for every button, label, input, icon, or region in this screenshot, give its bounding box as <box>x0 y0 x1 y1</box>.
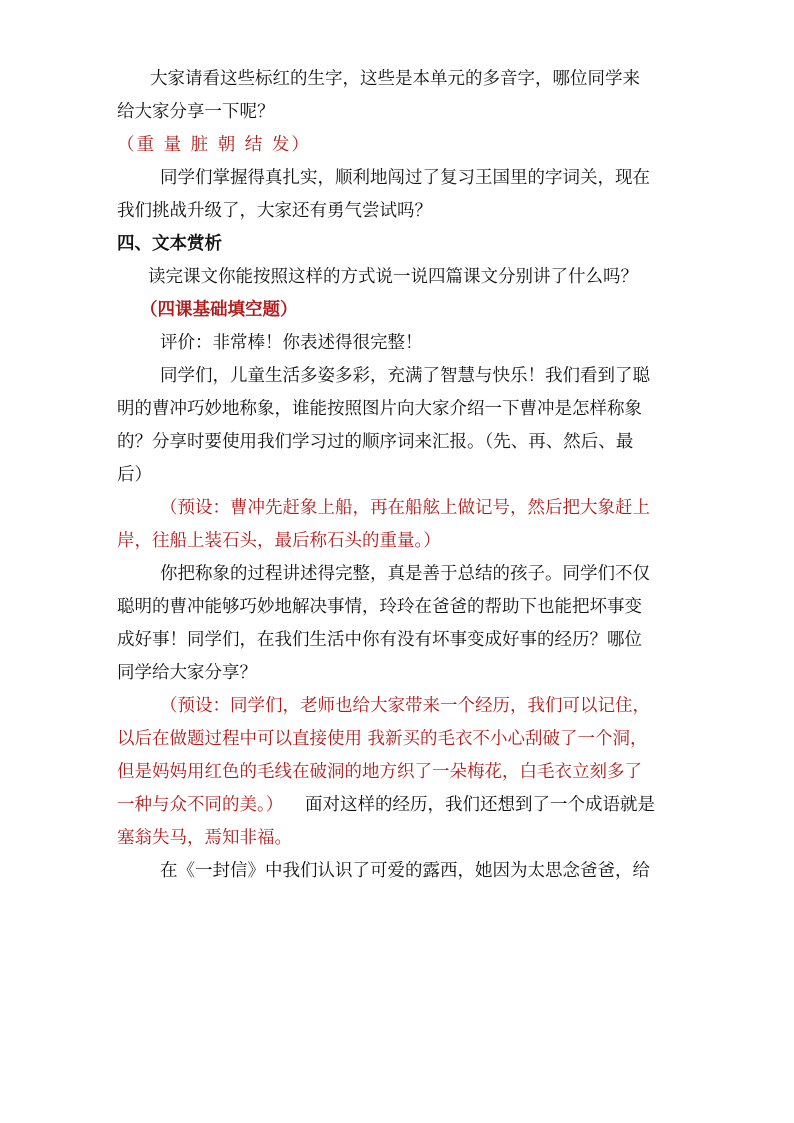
preset-answer-line: （预设：同学们，老师也给大家带来一个经历，我们可以记住， <box>160 696 650 716</box>
preset-answer-line: （预设：曹冲先赶象上船，再在船舷上做记号，然后把大象赶上 <box>160 498 650 518</box>
preset-answer-line: 以后在做题过程中可以直接使用 我新买的毛衣不小心刮破了一个洞， <box>117 729 648 749</box>
paragraph-line: 面对这样的经历，我们还想到了一个成语就是 <box>305 795 655 815</box>
paragraph-line: 大家请看这些标红的生字，这些是本单元的多音字，哪位同学来 <box>150 69 640 89</box>
paragraph-line: 的？分享时要使用我们学习过的顺序词来汇报。（先、再、然后、最 <box>117 432 634 452</box>
paragraph-line: 聪明的曹冲能够巧妙地解决事情，玲玲在爸爸的帮助下也能把坏事变 <box>117 597 642 617</box>
paragraph-line: 同学们掌握得真扎实，顺利地闯过了复习王国里的字词关，现在 <box>160 168 650 188</box>
preset-answer-line: 但是妈妈用红色的毛线在破洞的地方织了一朵梅花，白毛衣立刻多了 <box>117 762 642 782</box>
paragraph-line: 同学们，儿童生活多姿多彩，充满了智慧与快乐！我们看到了聪 <box>160 366 650 386</box>
preset-answer-line: 一种与众不同的美。） <box>117 795 284 815</box>
paragraph-line: 给大家分享一下呢？ <box>117 102 275 122</box>
paragraph-line: 成好事！同学们，在我们生活中你有没有坏事变成好事的经历？哪位 <box>117 630 642 650</box>
paragraph-line: 明的曹冲巧妙地称象，谁能按照图片向大家介绍一下曹冲是怎样称象 <box>117 399 642 419</box>
exercise-title: （四课基础填空题） <box>140 300 298 320</box>
preset-answer-line: 岸，往船上装石头，最后称石头的重量。） <box>117 531 441 551</box>
paragraph-line: 我们挑战升级了，大家还有勇气尝试吗？ <box>117 201 432 221</box>
evaluation-line: 评价：非常棒！你表述得很完整！ <box>160 333 423 353</box>
paragraph-line: 后） <box>117 465 152 485</box>
polyphone-list: （重 量 脏 朝 结 发） <box>117 135 311 155</box>
paragraph-line: 同学给大家分享？ <box>117 663 257 683</box>
paragraph-line: 你把称象的过程讲述得完整，真是善于总结的孩子。同学们不仅 <box>160 564 650 584</box>
section-heading: 四、文本赏析 <box>117 234 222 254</box>
paragraph-line: 在《一封信》中我们认识了可爱的露西，她因为太思念爸爸，给 <box>160 861 650 881</box>
idiom-line: 塞翁失马，焉知非福。 <box>117 828 292 848</box>
paragraph-line: 读完课文你能按照这样的方式说一说四篇课文分别讲了什么吗？ <box>148 267 638 287</box>
